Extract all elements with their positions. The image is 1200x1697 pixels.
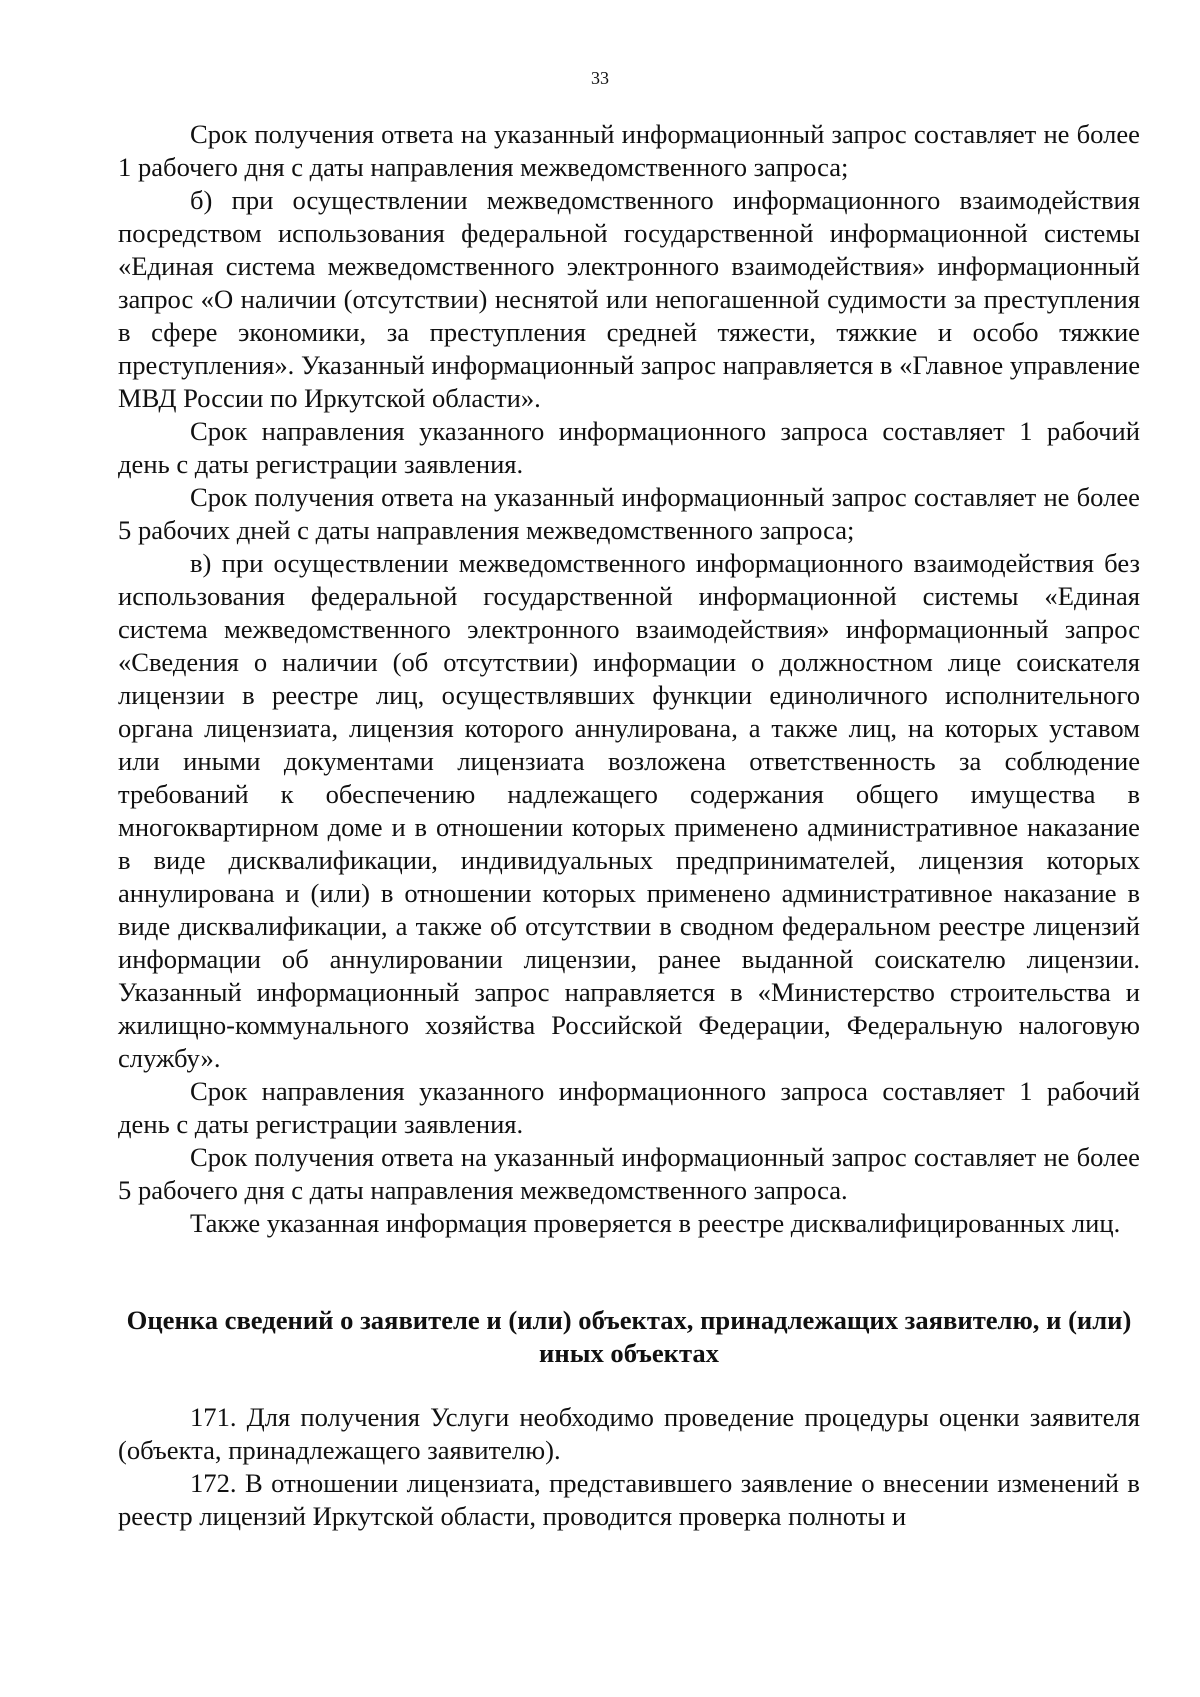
paragraph-response-deadline-3: Срок получения ответа на указанный информационный запрос составляет не более 5 рабочего дня с даты направления межведомственного запроса.: [118, 1142, 1140, 1205]
paragraph-request-deadline-2: Срок направления указанного информационного запроса составляет 1 рабочий день с даты регистрации заявления.: [118, 1076, 1140, 1139]
paragraph-171: 171. Для получения Услуги необходимо проведение процедуры оценки заявителя (объекта, принадлежащего заявителю).: [118, 1402, 1140, 1465]
paragraph-response-deadline-2: Срок получения ответа на указанный информационный запрос составляет не более 5 рабочих дней с даты направления межведомственного запроса;: [118, 482, 1140, 545]
paragraph-disqualified-registry: Также указанная информация проверяется в реестре дисквалифицированных лиц.: [190, 1208, 1121, 1238]
paragraph-item-v: в) при осуществлении межведомственного информационного взаимодействия без использования федеральной государственной информационной системы «Единая система межведомственного электронного взаимодействия» информационный запрос «Сведения о наличии (об отсутствии) информации о должностном лице соискателя лицензии в реестре лиц, осуществлявших функции единоличного исполнительного органа лицензиата, лицензия которого аннулирована, а также лиц, на которых уставом или иными документами лицензиата возложена ответственность за соблюдение требований к обеспечению надлежащего содержания общего имущества в многоквартирном доме и в отношении которых применено административное наказание в виде дисквалификации, индивидуальных предпринимателей, лицензия которых аннулирована и (или) в отношении которых применено административное наказание в виде дисквалификации, а также об отсутствии в сводном федеральном реестре лицензий информации об аннулировании лицензии, ранее выданной соискателю лицензии. Указанный информационный запрос направляется в «Министерство строительства и жилищно-коммунального хозяйства Российской Федерации, Федеральную налоговую службу».: [118, 548, 1140, 1073]
paragraph-request-deadline-1: Срок направления указанного информационного запроса составляет 1 рабочий день с даты регистрации заявления.: [118, 416, 1140, 479]
paragraph-response-deadline-1: Срок получения ответа на указанный информационный запрос составляет не более 1 рабочего дня с даты направления межведомственного запроса;: [118, 119, 1140, 182]
page-number: 33: [591, 68, 609, 88]
paragraph-172: 172. В отношении лицензиата, представившего заявление о внесении изменений в реестр лицензий Иркутской области, проводится проверка полноты и: [118, 1468, 1140, 1531]
section-heading: Оценка сведений о заявителе и (или) объектах, принадлежащих заявителю, и (или) иных объектах: [126, 1305, 1132, 1368]
document-body: [118, 118, 1140, 1533]
paragraph-item-b: б) при осуществлении межведомственного информационного взаимодействия посредством использования федеральной государственной информационной системы «Единая система межведомственного электронного взаимодействия» информационный запрос «О наличии (отсутствии) неснятой или непогашенной судимости за преступления в сфере экономики, за преступления средней тяжести, тяжкие и особо тяжкие преступления». Указанный информационный запрос направляется в «Главное управление МВД России по Иркутской области».: [118, 185, 1140, 413]
